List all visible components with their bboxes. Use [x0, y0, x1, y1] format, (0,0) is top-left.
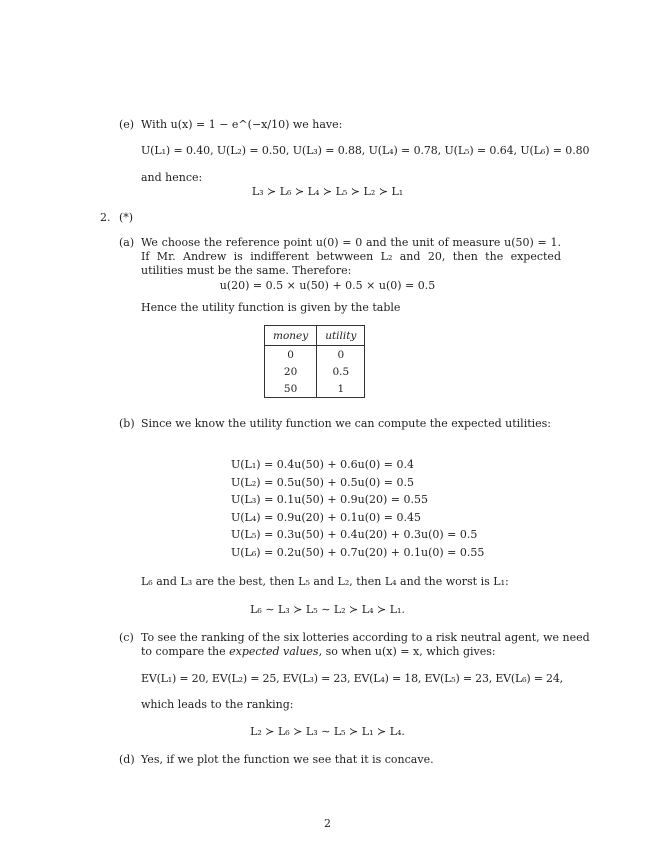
item-label-e: (e): [119, 118, 135, 131]
table-row: [265, 363, 365, 380]
c-text-emphasis: expected values: [229, 645, 319, 658]
c-text-line-2: [141, 645, 496, 659]
item-label-c: (c): [119, 631, 134, 644]
table-row: [265, 346, 365, 364]
b-ranking: L₆ ∼ L₃ ≻ L₅ ∼ L₂ ≻ L₄ ≻ L₁.: [250, 603, 405, 616]
table-cell: 50: [265, 380, 317, 398]
c-text-line-1: To see the ranking of the six lotteries according to a risk neutral agent, we need: [141, 631, 590, 644]
utility-table: [264, 325, 365, 398]
table-cell: 0: [317, 346, 365, 364]
table-cell: 0: [265, 346, 317, 364]
table-cell: 0.5: [317, 363, 365, 380]
b-equation-line: U(L₃) = 0.1u(50) + 0.9u(20) = 0.55: [231, 493, 429, 506]
e-and-hence: and hence:: [141, 171, 203, 184]
b-equations: [231, 458, 484, 563]
table-header-money: money: [265, 326, 317, 346]
b-text: Since we know the utility function we can compute the expected utilities:: [141, 417, 552, 430]
question-star: (*): [119, 211, 134, 224]
a-text: We choose the reference point u(0) = 0 and the unit of measure u(50) = 1. If Mr. Andrew is indifferent betwween L₂ and 20, then the expected utilities must be the same. Therefore:: [141, 236, 561, 277]
d-text: Yes, if we plot the function we see that it is concave.: [141, 753, 434, 766]
table-cell: 20: [265, 363, 317, 380]
c-expected-values: EV(L₁) = 20, EV(L₂) = 25, EV(L₃) = 23, EV(L₄) = 18, EV(L₅) = 23, EV(L₆) = 24,: [141, 672, 563, 685]
a-table-intro: Hence the utility function is given by the table: [141, 301, 401, 314]
item-label-a: (a): [119, 236, 135, 249]
c-ranking: L₂ ≻ L₆ ≻ L₃ ∼ L₅ ≻ L₁ ≻ L₄.: [250, 725, 405, 738]
item-label-d: (d): [119, 753, 135, 766]
c-text-pre: to compare the: [141, 645, 226, 658]
c-text-post: , so when u(x) = x, which gives:: [318, 645, 496, 658]
b-equation-line: U(L₂) = 0.5u(50) + 0.5u(0) = 0.5: [231, 475, 415, 489]
item-label-b: (b): [119, 417, 135, 430]
page-number: 2: [324, 817, 331, 830]
question-number: 2.: [100, 211, 111, 224]
e-ranking: L₃ ≻ L₆ ≻ L₄ ≻ L₅ ≻ L₂ ≻ L₁: [251, 185, 404, 198]
a-equation: u(20) = 0.5 × u(50) + 0.5 × u(0) = 0.5: [219, 279, 436, 292]
table-header-utility: utility: [317, 326, 365, 346]
c-leads: which leads to the ranking:: [141, 698, 294, 711]
e-intro: With u(x) = 1 − e^(−x/10) we have:: [141, 118, 343, 131]
b-equation-line: U(L₄) = 0.9u(20) + 0.1u(0) = 0.45: [231, 510, 422, 524]
table-cell: 1: [317, 380, 365, 398]
b-equation-line: U(L₁) = 0.4u(50) + 0.6u(0) = 0.4: [231, 458, 415, 471]
b-conclusion: L₆ and L₃ are the best, then L₅ and L₂, then L₄ and the worst is L₁:: [141, 575, 509, 588]
b-equation-line: U(L₆) = 0.2u(50) + 0.7u(20) + 0.1u(0) = 0.55: [231, 545, 485, 559]
e-utility-values: U(L₁) = 0.40, U(L₂) = 0.50, U(L₃) = 0.88, U(L₄) = 0.78, U(L₅) = 0.64, U(L₆) = 0.80: [141, 144, 590, 157]
b-equation-line: U(L₅) = 0.3u(50) + 0.4u(20) + 0.3u(0) = 0.5: [231, 528, 478, 541]
table-row: [265, 380, 365, 398]
